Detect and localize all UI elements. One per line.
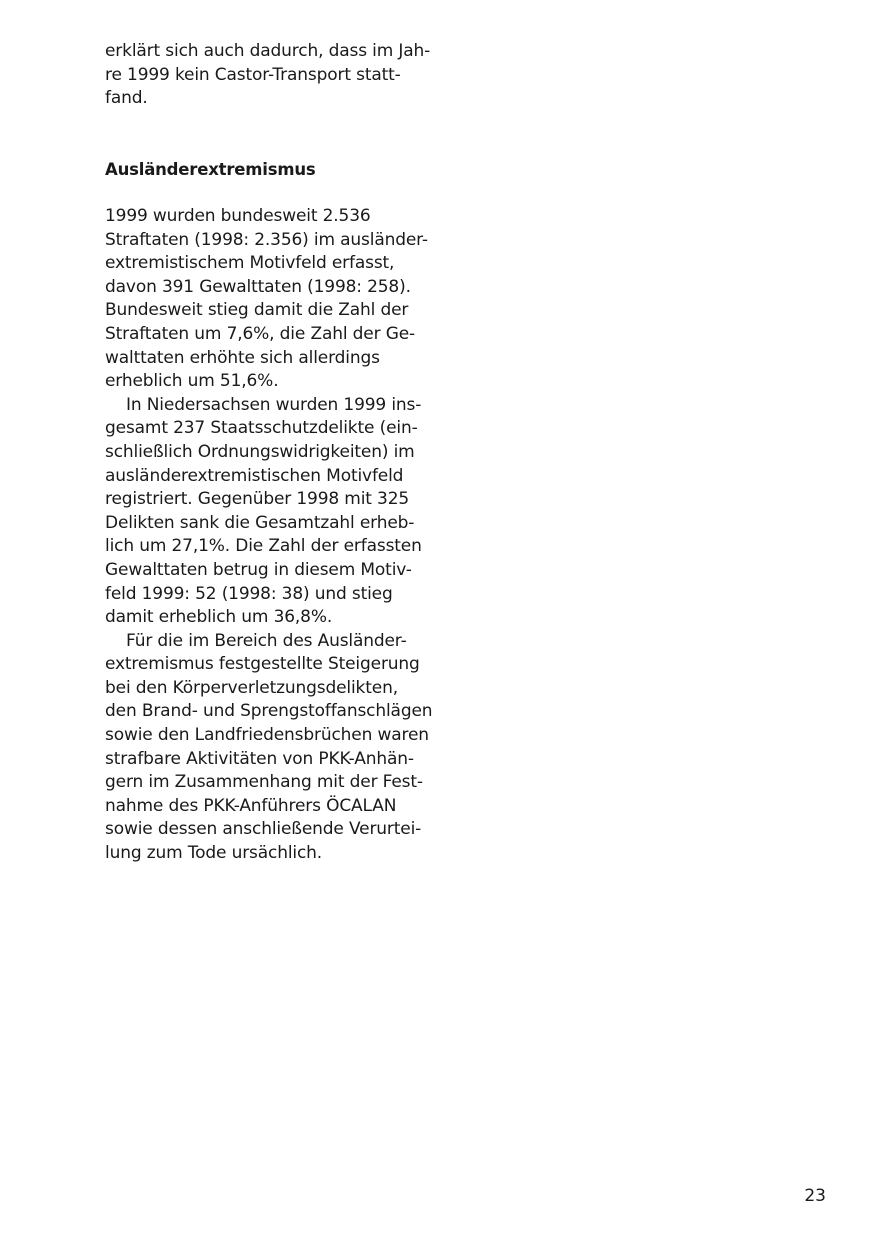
text-line: Straftaten (1998: 2.356) im ausländer- [105, 229, 428, 250]
text-line: ausländerextremistischen Motivfeld [105, 465, 404, 486]
text-line: fand. [105, 88, 148, 109]
text-line: gesamt 237 Staatsschutzdelikte (ein- [105, 418, 418, 439]
text-line: erklärt sich auch dadurch, dass im Jah- [105, 41, 431, 61]
section-body [105, 205, 432, 866]
text-line: sowie dessen anschließende Verurtei- [105, 819, 422, 840]
text-line: erheblich um 51,6%. [105, 371, 279, 392]
text-line: davon 391 Gewalttaten (1998: 258). [105, 276, 411, 297]
text-line: In Niedersachsen wurden 1999 ins- [126, 394, 422, 415]
text-line: sowie den Landfriedensbrüchen waren [105, 725, 429, 746]
text-line: Delikten sank die Gesamtzahl erheb- [105, 512, 415, 533]
text-line: strafbare Aktivitäten von PKK-Anhän- [105, 748, 414, 769]
text-line: lich um 27,1%. Die Zahl der erfassten [105, 536, 422, 557]
text-line: nahme des PKK-Anführers ÖCALAN [105, 795, 397, 816]
text-line: den Brand- und Sprengstoffanschlägen [105, 701, 433, 722]
text-line: damit erheblich um 36,8%. [105, 607, 333, 628]
text-line: re 1999 kein Castor-Transport statt- [105, 64, 401, 85]
text-line: schließlich Ordnungswidrigkeiten) im [105, 441, 415, 462]
text-line: extremistischem Motivfeld erfasst, [105, 253, 395, 274]
text-line: Gewalttaten betrug in diesem Motiv- [105, 559, 412, 580]
text-line: walttaten erhöhte sich allerdings [105, 347, 380, 368]
text-line: Bundesweit stieg damit die Zahl der [105, 300, 409, 321]
text-line: registriert. Gegenüber 1998 mit 325 [105, 489, 410, 510]
text-line: feld 1999: 52 (1998: 38) und stieg [105, 583, 393, 604]
text-line: Straftaten um 7,6%, die Zahl der Ge- [105, 323, 416, 344]
text-line: bei den Körperverletzungsdelikten, [105, 677, 398, 698]
text-line: Für die im Bereich des Ausländer- [126, 630, 407, 651]
intro-paragraph [105, 40, 430, 111]
text-line: lung zum Tode ursächlich. [105, 843, 323, 864]
text-line: gern im Zusammenhang mit der Fest- [105, 772, 423, 793]
text-line: extremismus festgestellte Steigerung [105, 654, 420, 675]
section-heading: Ausländerextremismus [105, 160, 316, 179]
text-line: 1999 wurden bundesweit 2.536 [105, 206, 371, 226]
page-number: 23 [804, 1186, 826, 1206]
